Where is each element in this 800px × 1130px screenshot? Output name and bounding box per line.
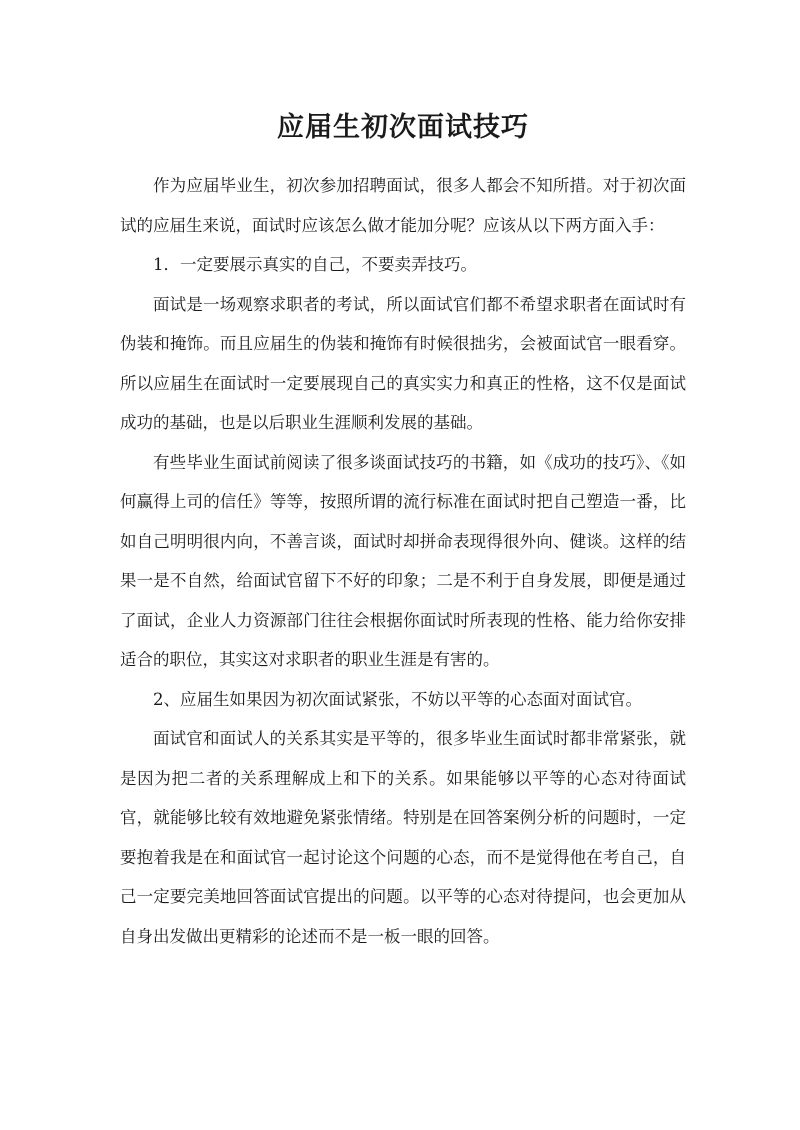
document-title: 应届生初次面试技巧 [277, 112, 529, 143]
point-one-example-paragraph: 有些毕业生面试前阅读了很多谈面试技巧的书籍，如《成功的技巧》、《如何赢得上司的信任》等等，按照所谓的流行标准在面试时把自己塑造一番，比如自己明明很内向，不善言谈，面试时却拼命表现得很外向、健谈。这样的结果一是不自然，给面试官留下不好的印象；二是不利于自身发展，即便是通过了面试，企业人力资源部门往往会根据你面试时所表现的性格、能力给你安排适合的职位，其实这对求职者的职业生涯是有害的。 [120, 452, 686, 669]
intro-paragraph: 作为应届毕业生，初次参加招聘面试，很多人都会不知所措。对于初次面试的应届生来说，面试时应该怎么做才能加分呢？应该从以下两方面入手： [120, 176, 686, 235]
document-page [120, 108, 686, 956]
point-two-paragraph: 面试官和面试人的关系其实是平等的，很多毕业生面试时都非常紧张，就是因为把二者的关系理解成上和下的关系。如果能够以平等的心态对待面试官，就能够比较有效地避免紧张情绪。特别是在回答案例分析的问题时，一定要抱着我是在和面试官一起讨论这个问题的心态，而不是觉得他在考自己，自己一定要完美地回答面试官提出的问题。以平等的心态对待提问，也会更加从自身出发做出更精彩的论述而不是一板一眼的回答。 [120, 729, 686, 946]
point-two-heading: 2、应届生如果因为初次面试紧张，不妨以平等的心态面对面试官。 [153, 689, 642, 709]
point-one-heading: 1．一定要展示真实的自己，不要卖弄技巧。 [153, 255, 477, 274]
point-one-paragraph: 面试是一场观察求职者的考试，所以面试官们都不希望求职者在面试时有伪装和掩饰。而且应届生的伪装和掩饰有时候很拙劣，会被面试官一眼看穿。所以应届生在面试时一定要展现自己的真实实力和真正的性格，这不仅是面试成功的基础，也是以后职业生涯顺利发展的基础。 [120, 294, 686, 432]
